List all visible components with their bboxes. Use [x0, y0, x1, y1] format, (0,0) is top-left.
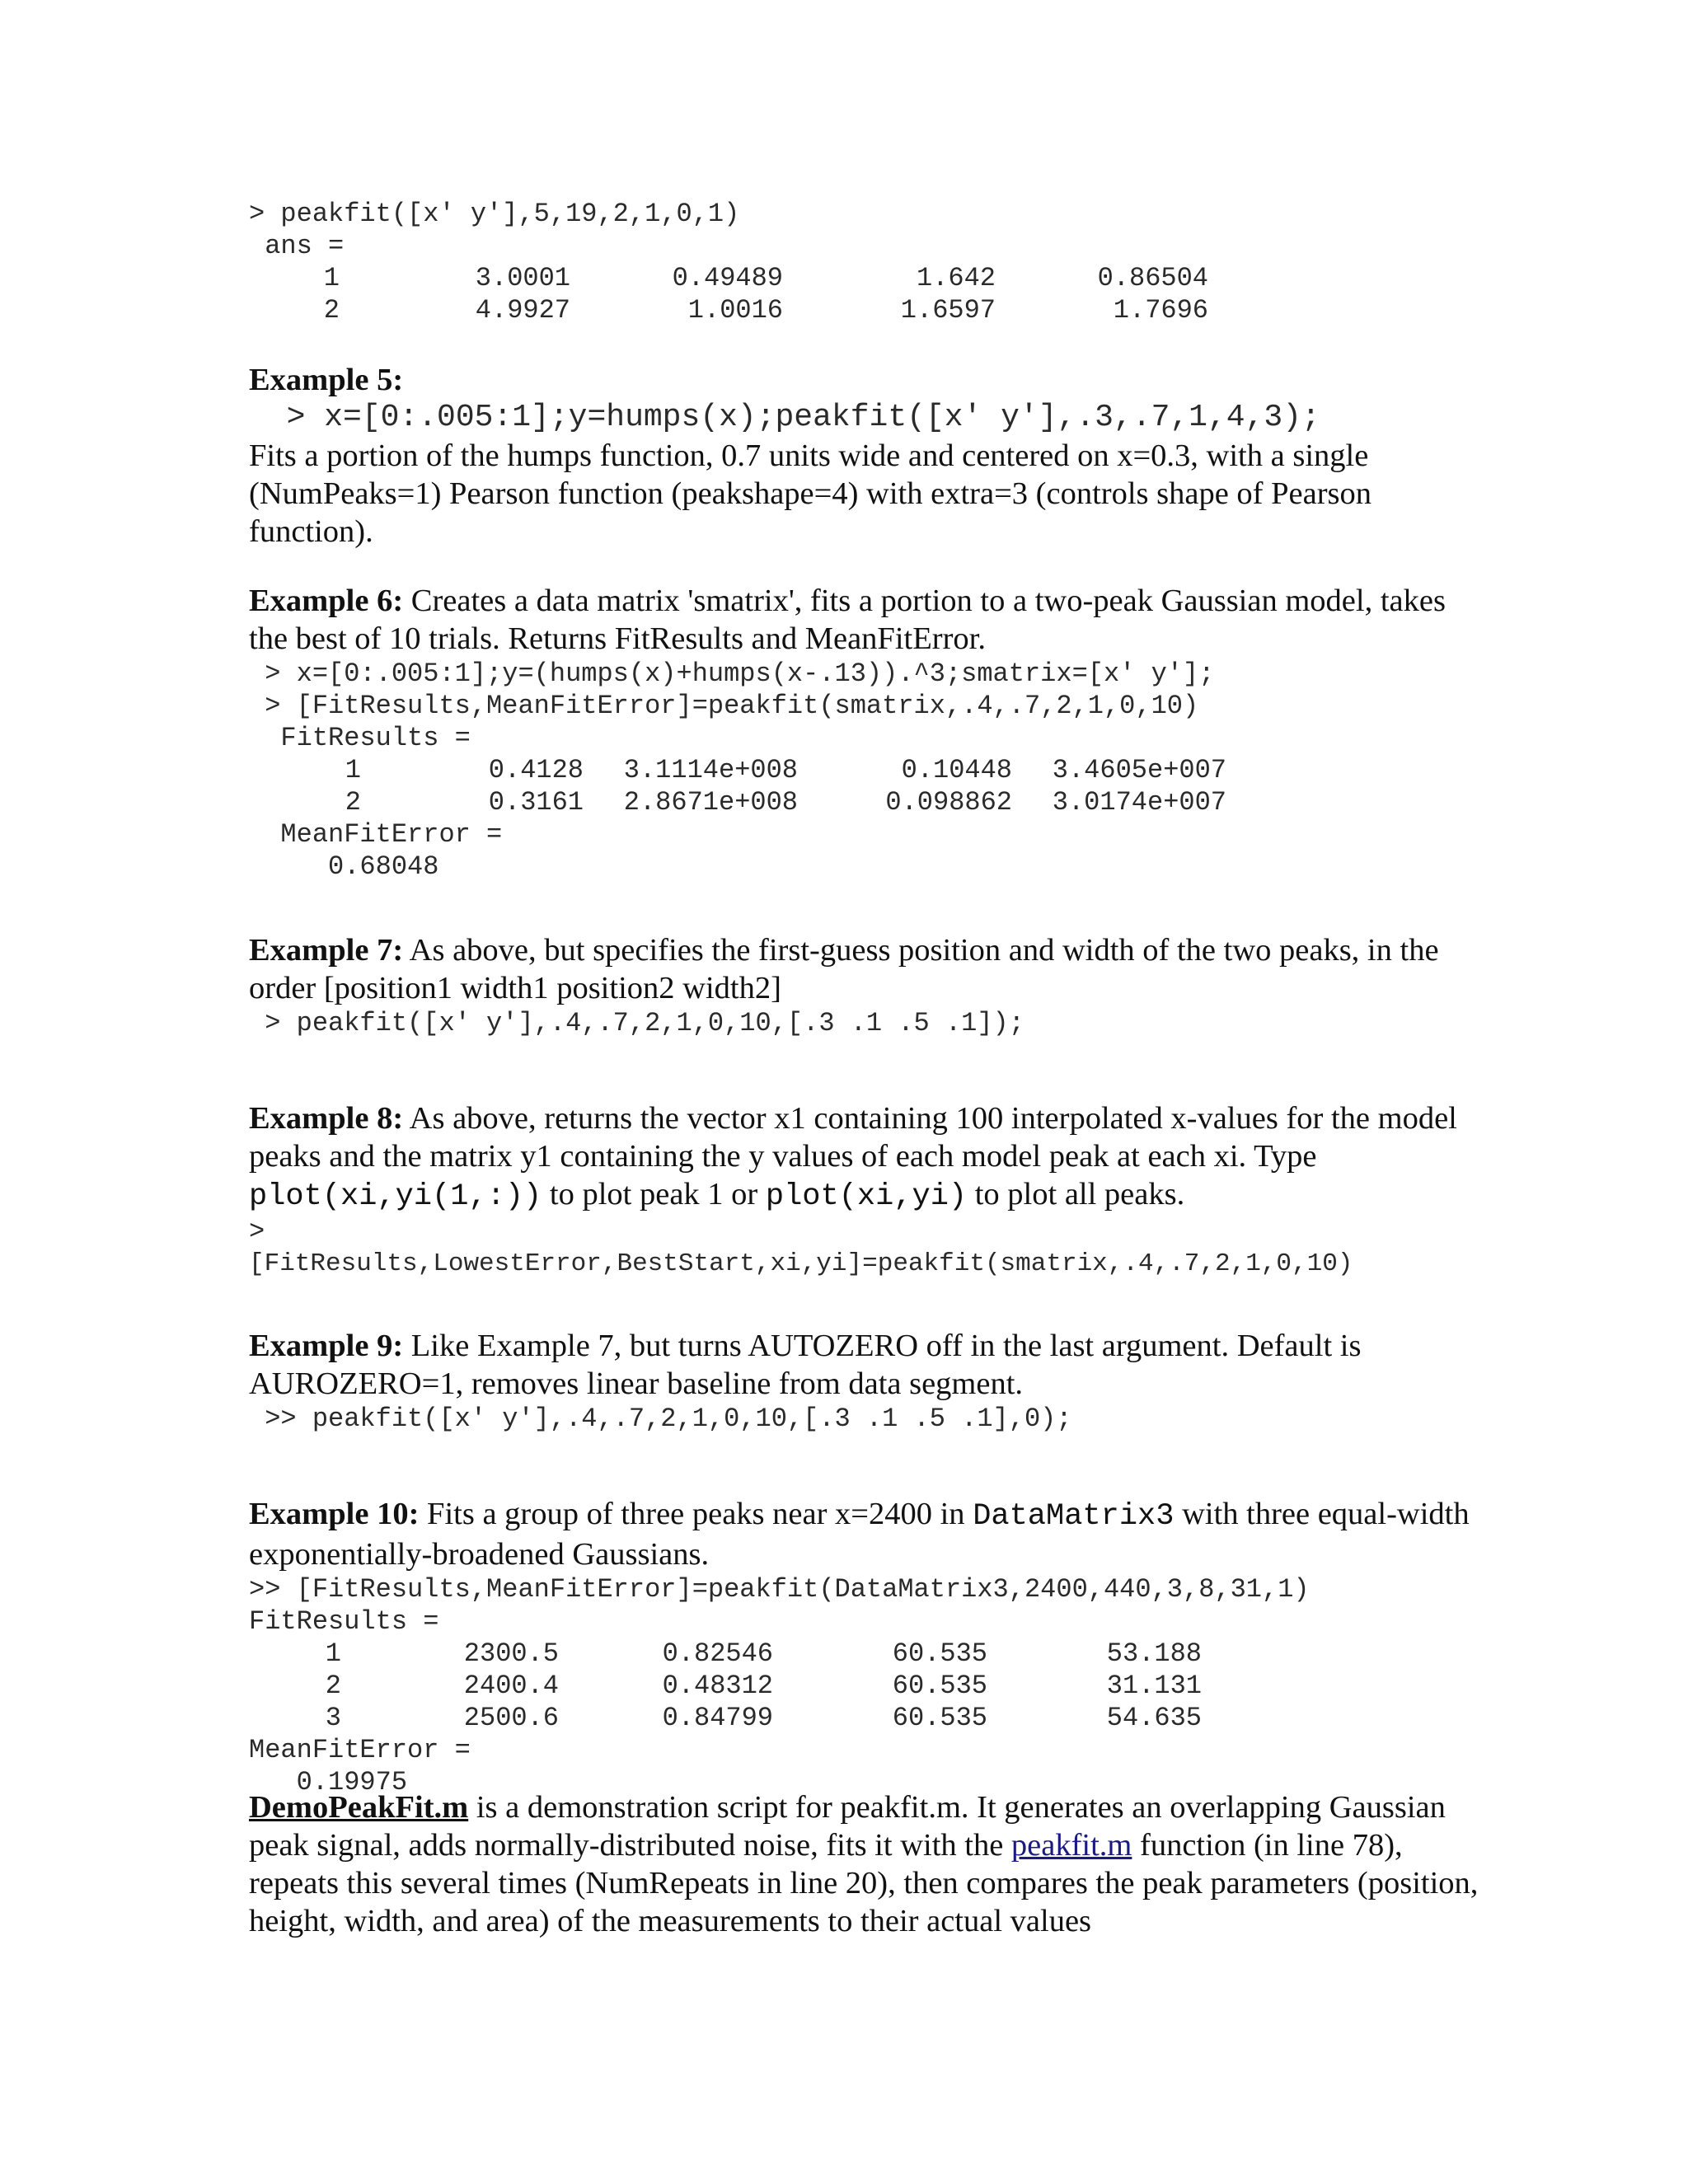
demo-title-link[interactable]: DemoPeakFit.m — [249, 1790, 469, 1825]
table-row — [249, 1638, 1202, 1670]
code-line: > x=[0:.005:1];y=humps(x);peakfit([x' y'],.3,.7,1,4,3); — [249, 400, 1320, 435]
example-heading: Example 10: — [249, 1497, 420, 1531]
table-cell: 60.535 — [892, 1671, 987, 1701]
code-line: [FitResults,LowestError,BestStart,xi,yi]=peakfit(smatrix,.4,.7,2,1,0,10) — [249, 1249, 1353, 1278]
table-row — [249, 754, 1226, 786]
table-cell: 0.86504 — [1097, 263, 1208, 293]
example-heading: Example 5: — [249, 363, 404, 397]
result-table — [249, 1638, 1202, 1734]
table-cell: 2.8671e+008 — [623, 787, 798, 818]
table-cell: 1.642 — [916, 263, 996, 293]
table-cell: 1 — [323, 263, 340, 293]
table-row — [249, 786, 1226, 818]
result-table — [249, 754, 1226, 818]
example-10 — [249, 1495, 1485, 1798]
code-line: 0.19975 — [249, 1767, 408, 1797]
table-cell: 1.0016 — [687, 295, 783, 326]
table-cell: 3.0001 — [475, 263, 570, 293]
table-cell: 60.535 — [892, 1703, 987, 1733]
code-line: ans = — [249, 231, 345, 261]
table-row — [249, 294, 1208, 326]
table-cell: 1 — [345, 755, 361, 785]
peakfit-link[interactable]: peakfit.m — [1010, 1828, 1132, 1863]
table-cell: 0.49489 — [672, 263, 783, 293]
table-cell: 54.635 — [1106, 1703, 1202, 1733]
table-cell: 1.7696 — [1113, 295, 1208, 326]
table-row — [249, 1670, 1202, 1702]
example-7 — [249, 931, 1485, 1039]
table-cell: 0.4128 — [488, 755, 584, 785]
example-description: Example 7: As above, but specifies the first-guess position and width of the two peaks, in the order [position1 width1 position2 width2] — [249, 933, 1439, 1005]
demo-paragraph — [249, 1788, 1485, 1940]
table-cell: 2300.5 — [463, 1638, 559, 1669]
table-cell: 1 — [325, 1638, 341, 1669]
example-description: Fits a portion of the humps function, 0.7 units wide and centered on x=0.3, with a single (NumPeaks=1) Pearson function (peakshape=4) with extra=3 (controls shape of Pearson function). — [249, 438, 1372, 549]
code-line: > [FitResults,MeanFitError]=peakfit(smatrix,.4,.7,2,1,0,10) — [249, 691, 1199, 721]
example-8 — [249, 1099, 1485, 1280]
table-cell: 2 — [323, 295, 340, 326]
table-cell: 1.6597 — [900, 295, 996, 326]
table-cell: 4.9927 — [475, 295, 570, 326]
example-9 — [249, 1327, 1485, 1435]
code-line: MeanFitError = — [249, 1735, 471, 1765]
table-cell: 0.3161 — [488, 787, 584, 818]
table-cell: 3.0174e+007 — [1052, 787, 1226, 818]
table-cell: 0.10448 — [901, 755, 1012, 785]
code-line: FitResults = — [249, 723, 471, 753]
code-line: > x=[0:.005:1];y=(humps(x)+humps(x-.13)).^3;smatrix=[x' y']; — [249, 658, 1215, 689]
example-heading: Example 6: — [249, 583, 404, 618]
table-cell: 2 — [325, 1671, 341, 1701]
table-cell: 53.188 — [1106, 1638, 1202, 1669]
table-cell: 0.84799 — [662, 1703, 773, 1733]
table-cell: 2 — [345, 787, 361, 818]
inline-code: DataMatrix3 — [973, 1499, 1175, 1534]
example-description: Example 6: Creates a data matrix 'smatrix', fits a portion to a two-peak Gaussian model, takes the best of 10 trials. Returns FitResults and MeanFitError. — [249, 583, 1446, 656]
table-row — [249, 262, 1208, 294]
example-heading: Example 9: — [249, 1329, 404, 1363]
table-cell: 60.535 — [892, 1638, 987, 1669]
ex4-output — [249, 198, 1208, 326]
example-description: Example 10: Fits a group of three peaks near x=2400 in DataMatrix3 with three equal-width exponentially-broadened Gaussians. — [249, 1497, 1470, 1572]
code-line: >> peakfit([x' y'],.4,.7,2,1,0,10,[.3 .1 .5 .1],0); — [249, 1404, 1072, 1434]
code-line: >> [FitResults,MeanFitError]=peakfit(DataMatrix3,2400,440,3,8,31,1) — [249, 1574, 1310, 1605]
example-6 — [249, 582, 1485, 883]
example-5 — [249, 361, 1485, 551]
example-heading: Example 7: — [249, 933, 404, 968]
demo-description: DemoPeakFit.m is a demonstration script for peakfit.m. It generates an overlapping Gaussian peak signal, adds normally-distributed noise, fits it with the peakfit.m function (in line 78), repeats this several times (NumRepeats in line 20), then compares the peak parameters (position, height, width, and area) of the measurements to their actual values — [249, 1790, 1479, 1938]
code-line: > peakfit([x' y'],.4,.7,2,1,0,10,[.3 .1 .5 .1]); — [249, 1008, 1025, 1038]
table-cell: 3.1114e+008 — [623, 755, 798, 785]
table-row — [249, 1702, 1202, 1734]
code-line: > peakfit([x' y'],5,19,2,1,0,1) — [249, 199, 740, 229]
table-cell: 0.098862 — [885, 787, 1012, 818]
example-heading: Example 8: — [249, 1101, 404, 1136]
code-line: 0.68048 — [249, 851, 439, 882]
table-cell: 0.48312 — [662, 1671, 773, 1701]
table-cell: 0.82546 — [662, 1638, 773, 1669]
result-table — [249, 262, 1208, 326]
table-cell: 2400.4 — [463, 1671, 559, 1701]
table-cell: 3 — [325, 1703, 341, 1733]
code-line: > — [249, 1216, 265, 1247]
code-line: MeanFitError = — [249, 819, 503, 850]
example-description: Example 9: Like Example 7, but turns AUTOZERO off in the last argument. Default is AUROZERO=1, removes linear baseline from data segment. — [249, 1329, 1362, 1401]
code-line: FitResults = — [249, 1606, 439, 1637]
table-cell: 31.131 — [1106, 1671, 1202, 1701]
table-cell: 3.4605e+007 — [1052, 755, 1226, 785]
table-cell: 2500.6 — [463, 1703, 559, 1733]
inline-code: plot(xi,yi(1,:)) — [249, 1179, 542, 1214]
example-description: Example 8: As above, returns the vector x1 containing 100 interpolated x-values for the model peaks and the matrix y1 containing the y values of each model peak at each xi. Type plot(xi,yi(1,:)) to plot peak 1 or plot(xi,yi) to plot all peaks. — [249, 1101, 1457, 1214]
inline-code: plot(xi,yi) — [765, 1179, 968, 1214]
